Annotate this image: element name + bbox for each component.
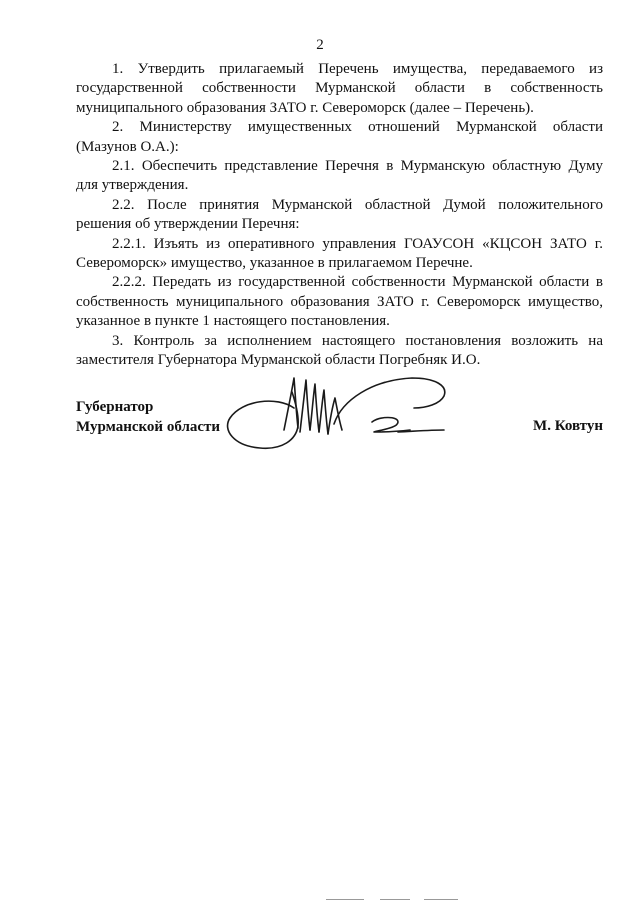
paragraph-2: 2. Министерству имущественных отношений Мурманской области (Мазунов О.А.): (76, 119, 603, 155)
signatory-title-line2: Мурманской области (76, 418, 221, 435)
document-body (76, 60, 603, 371)
page-number: 2 (316, 37, 324, 53)
scan-mark (424, 899, 458, 900)
footer-scan-marks (0, 893, 640, 905)
signatory-title (76, 398, 220, 437)
paragraph-3: 3. Контроль за исполнением настоящего постановления возложить на заместителя Губернатора Мурманской области Погребняк И.О. (76, 332, 603, 369)
scan-mark (380, 899, 410, 900)
handwritten-signature (222, 370, 452, 460)
paragraph-2-2-2: 2.2.2. Передать из государственной собственности Мурманской области в собственность муниципального образования ЗАТО г. Североморск имущество, указанное в пункте 1 настоящего постановления. (76, 274, 603, 330)
signature-block (0, 370, 640, 470)
scan-mark (326, 899, 364, 900)
paragraph-2-2: 2.2. После принятия Мурманской областной Думой положительного решения об утверждении Перечня: (76, 196, 603, 233)
signatory-title-line1: Губернатор (76, 399, 154, 415)
paragraph-2-2-1: 2.2.1. Изъять из оперативного управления ГОАУСОН «КЦСОН ЗАТО г. Североморск» имущество, указанное в прилагаемом Перечне. (76, 235, 603, 272)
paragraph-1: 1. Утвердить прилагаемый Перечень имущества, передаваемого из государственной собственности Мурманской области в собственность муниципального образования ЗАТО г. Североморск (далее – Перечень). (76, 61, 603, 116)
paragraph-2-1: 2.1. Обеспечить представление Перечня в Мурманскую областную Думу для утверждения. (76, 158, 603, 194)
signatory-name: М. Ковтун (533, 418, 603, 434)
